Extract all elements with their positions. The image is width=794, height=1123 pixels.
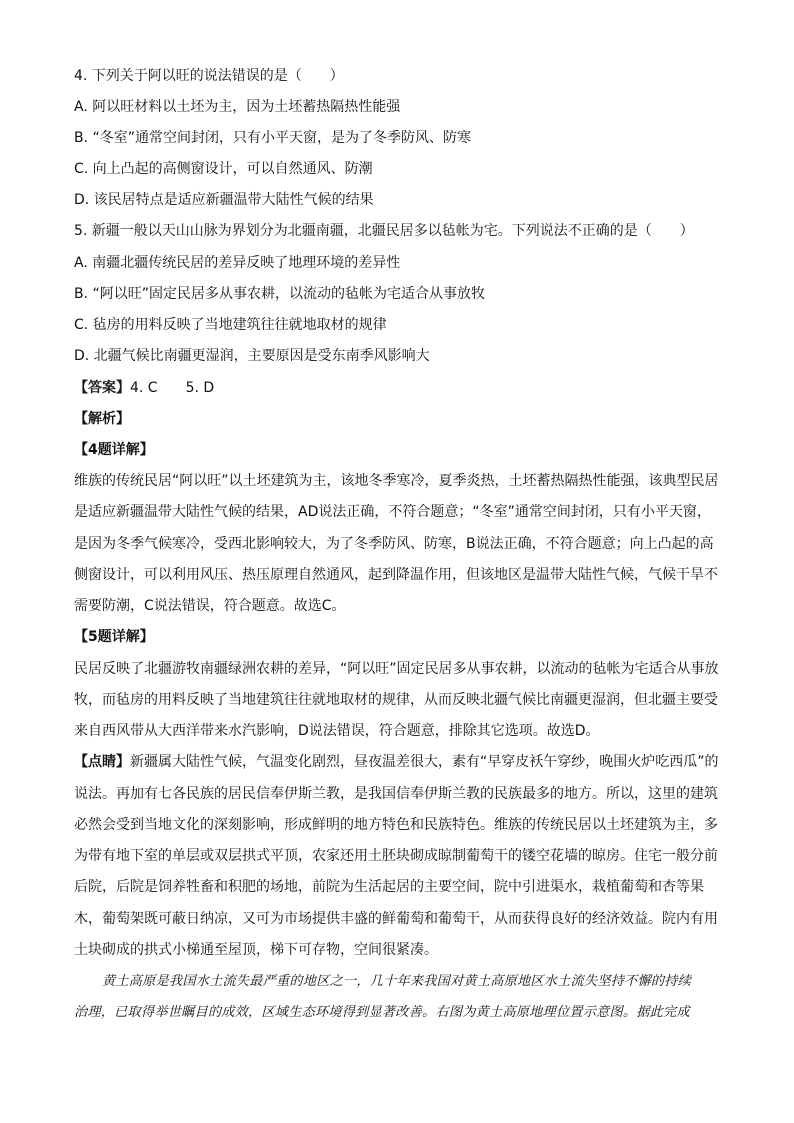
tip-line: 后院，后院是饲养牲畜和积肥的场地，前院为生活起居的主要空间，院中引进渠水，栽植葡萄和杏等果: [74, 879, 704, 895]
tip-line: 必然会受到当地文化的深刻影响，形成鲜明的地方特色和民族特色。维族的传统民居以土坯建筑为主，多: [74, 817, 718, 833]
tip-tag: 【点睛】: [74, 754, 130, 770]
question-4-option-a: A. 阿以旺材料以土坯为主，因为土坯蓄热隔热性能强: [74, 99, 401, 115]
question-5-option-b: B. “阿以旺”固定民居多从事农耕，以流动的毡帐为宅适合从事放牧: [74, 286, 486, 302]
detail-5-tag: 【5题详解】: [74, 629, 154, 645]
tip-line: 为带有地下室的单层或双层拱式平顶，农家还用土胚块砌成晾制葡萄干的镂空花墙的晾房。住宅一般分前: [74, 848, 718, 864]
question-4-option-c: C. 向上凸起的高侧窗设计，可以自然通风、防潮: [74, 161, 373, 177]
detail-4-line: 维族的传统民居“阿以旺”以土坯建筑为主，该地冬季寒冷，夏季炎热，土坯蓄热隔热性能强，该典型民居: [74, 473, 719, 489]
analysis-tag: 【解析】: [74, 411, 130, 427]
intro-line: 黄土高原是我国水土流失最严重的地区之一，几十年来我国对黄土高原地区水土流失坚持不懈的持续: [102, 974, 692, 989]
detail-4-line: 需要防潮，C说法错误，符合题意。故选C。: [74, 598, 346, 614]
tip-first-line: [74, 753, 718, 771]
detail-4-line: 侧窗设计，可以利用风压、热压原理自然通风，起到降温作用，但该地区是温带大陆性气候，气候干旱不: [74, 567, 718, 583]
answer-tag: 【答案】: [74, 380, 130, 396]
answer-line: [74, 379, 214, 397]
tip-line: 土块砌成的拱式小梯通至屋顶，梯下可存物，空间很紧凑。: [74, 942, 438, 958]
answer-text: 4. C 5. D: [130, 380, 215, 396]
question-5-option-a: A. 南疆北疆传统民居的差异反映了地理环境的差异性: [74, 255, 401, 271]
detail-5-line: 牧，而毡房的用料反映了当地建筑往往就地取材的规律，从而反映北疆气候比南疆更湿润，但北疆主要受: [74, 692, 718, 708]
tip-first-text: 新疆属大陆性气候，气温变化剧烈，昼夜温差很大，素有“早穿皮袄午穿纱，晚围火炉吃西瓜”的: [130, 754, 719, 770]
question-5-option-d: D. 北疆气候比南疆更湿润，主要原因是受东南季风影响大: [74, 348, 430, 364]
question-4-stem: 4. 下列关于阿以旺的说法错误的是（ ）: [74, 68, 344, 84]
question-5-stem: 5. 新疆一般以天山山脉为界划分为北疆南疆，北疆民居多以毡帐为宅。下列说法不正确的是（ ）: [74, 223, 694, 239]
intro-line: 治理，已取得举世瞩目的成效，区域生态环境得到显著改善。右图为黄土高原地理位置示意图。据此完成: [74, 1005, 690, 1020]
tip-line: 木，葡萄架既可蔽日纳凉，又可为市场提供丰盛的鲜葡萄和葡萄干，从而获得良好的经济效益。院内有用: [74, 911, 718, 927]
detail-4-tag: 【4题详解】: [74, 442, 154, 458]
detail-4-line: 是因为冬季气候寒冷，受西北影响较大，为了冬季防风、防寒，B说法正确，不符合题意；向上凸起的高: [74, 536, 714, 552]
question-4-option-d: D. 该民居特点是适应新疆温带大陆性气候的结果: [74, 192, 374, 208]
detail-4-line: 是适应新疆温带大陆性气候的结果，AD说法正确，不符合题意；“冬室”通常空间封闭，只有小平天窗，: [74, 504, 711, 520]
detail-5-line: 民居反映了北疆游牧南疆绿洲农耕的差异，“阿以旺”固定民居多从事农耕，以流动的毡帐为宅适合从事放: [74, 661, 719, 677]
tip-line: 说法。再加有七各民族的居民信奉伊斯兰教，是我国信奉伊斯兰教的民族最多的地方。所以，这里的建筑: [74, 786, 718, 802]
question-4-option-b: B. “冬室”通常空间封闭，只有小平天窗，是为了冬季防风、防寒: [74, 130, 472, 146]
detail-5-line: 来自西风带从大西洋带来水汽影响，D说法错误，符合题意，排除其它选项。故选D。: [74, 723, 600, 739]
question-5-option-c: C. 毡房的用料反映了当地建筑往往就地取材的规律: [74, 317, 387, 333]
